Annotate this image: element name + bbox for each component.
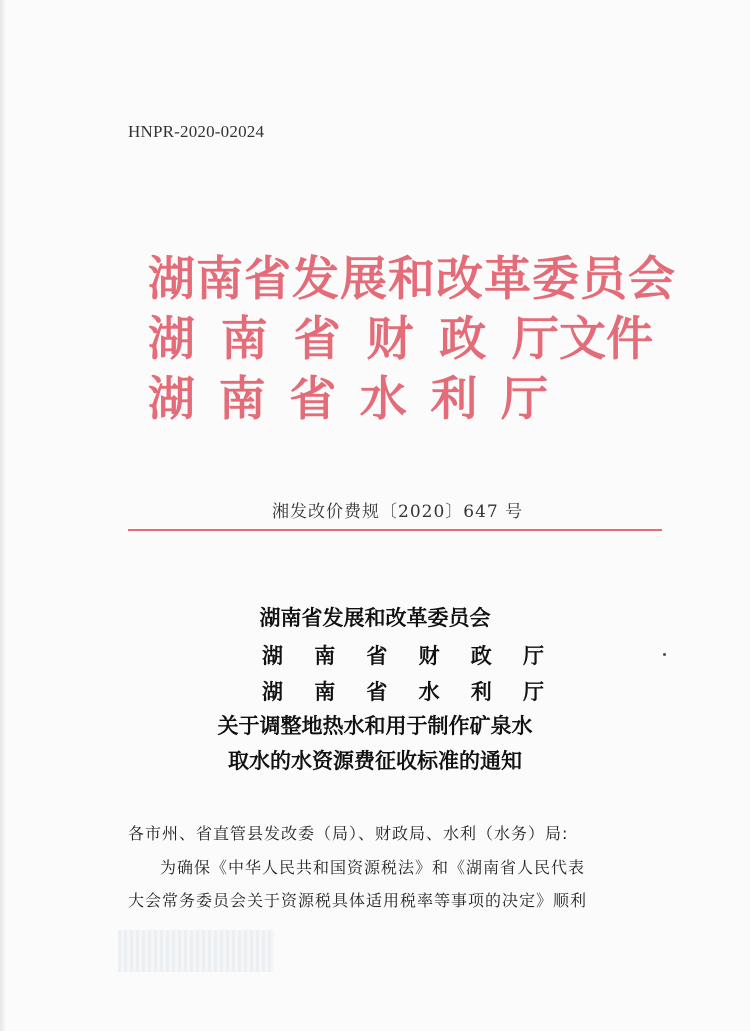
issuer-line-2-chars	[148, 312, 653, 368]
title-line-3	[262, 676, 544, 706]
issuer-char: 财	[366, 312, 414, 367]
scan-edge	[0, 0, 6, 1031]
issuer-char: 湖	[148, 312, 195, 367]
issuer-char: 水	[359, 372, 407, 427]
issuer-char: 厅	[500, 372, 548, 427]
title-char: 水	[418, 679, 440, 704]
title-char: 湖	[262, 643, 283, 668]
title-char: 南	[314, 643, 336, 668]
issuer-char: 南	[218, 372, 266, 427]
document-number: 湘发改价费规〔2020〕647 号	[272, 502, 524, 522]
title-line-1: 湖南省发展和改革委员会	[259, 605, 491, 630]
title-char: 南	[314, 679, 336, 704]
issuer-char: 省	[293, 312, 341, 367]
title-char: 湖	[262, 679, 283, 704]
title-char: 政	[470, 643, 492, 668]
title-char: 省	[366, 679, 388, 704]
issuer-char: 南	[220, 312, 268, 367]
issuer-char: 利	[430, 372, 478, 427]
addressee-line: 各市州、省直管县发改委（局）、财政局、水利（水务）局:	[128, 824, 569, 843]
red-divider-rule	[128, 529, 662, 531]
title-char: 厅	[522, 679, 544, 704]
body-paragraph-line-2: 大会常务委员会关于资源税具体适用税率等事项的决定》顺利	[128, 891, 588, 910]
issuer-line-3	[148, 372, 668, 428]
scan-speck	[663, 653, 666, 656]
title-char: 财	[418, 643, 440, 668]
body-paragraph-line-1: 为确保《中华人民共和国资源税法》和《湖南省人民代表	[160, 858, 586, 877]
title-line-5: 取水的水资源费征收标准的通知	[228, 748, 522, 773]
title-char: 厅	[522, 643, 544, 668]
scan-smudge	[118, 930, 274, 972]
title-line-4: 关于调整地热水和用于制作矿泉水	[217, 713, 533, 738]
issuer-char: 厅文件	[511, 312, 653, 367]
title-char: 省	[366, 643, 388, 668]
issuer-line-1: 湖南省发展和改革委员会	[148, 252, 676, 307]
issuer-line-2	[148, 312, 668, 368]
title-char: 利	[470, 679, 492, 704]
document-code: HNPR-2020-02024	[128, 122, 265, 141]
title-line-2	[262, 640, 544, 670]
issuer-char: 湖	[148, 372, 195, 427]
issuer-char: 政	[439, 312, 487, 367]
issuer-char: 省	[289, 372, 337, 427]
issuer-line-3-chars	[148, 372, 548, 428]
